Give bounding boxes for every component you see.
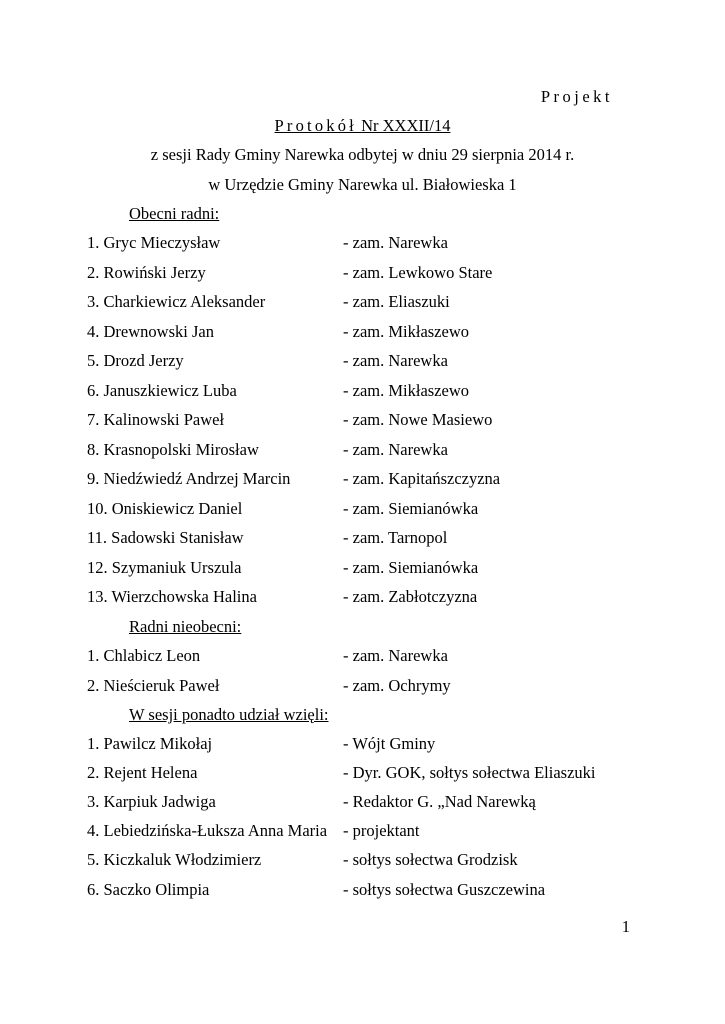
list-item	[87, 469, 667, 491]
list-item	[87, 880, 667, 902]
attendee-role: - projektant	[343, 821, 420, 840]
list-item	[87, 558, 667, 580]
list-item	[87, 263, 667, 285]
list-item	[87, 587, 667, 609]
member-name: 10. Oniskiewicz Daniel	[87, 499, 243, 518]
list-item	[87, 292, 667, 314]
page-number: 1	[621, 917, 630, 936]
session-line: z sesji Rady Gminy Narewka odbytej w dniu 29 sierpnia 2014 r.	[150, 145, 575, 164]
absent-heading: Radni nieobecni:	[129, 617, 242, 636]
attendee-role: - sołtys sołectwa Guszczewina	[343, 880, 546, 899]
document-title	[0, 116, 725, 136]
attendee-name: 1. Pawilcz Mikołaj	[87, 734, 213, 753]
member-place: - zam. Kapitańszczyzna	[343, 469, 501, 488]
title-prefix: Protokół	[274, 116, 357, 135]
member-name: 11. Sadowski Stanisław	[87, 528, 244, 547]
list-item	[87, 233, 667, 255]
list-item	[87, 322, 667, 344]
member-name: 4. Drewnowski Jan	[87, 322, 214, 341]
member-name: 5. Drozd Jerzy	[87, 351, 184, 370]
member-place: - zam. Narewka	[343, 646, 448, 665]
list-item	[87, 792, 667, 814]
member-place: - zam. Siemianówka	[343, 558, 479, 577]
member-place: - zam. Zabłotczyzna	[343, 587, 478, 606]
attendee-role: - Redaktor G. „Nad Narewką	[343, 792, 536, 811]
list-item	[87, 351, 667, 373]
member-place: - zam. Siemianówka	[343, 499, 479, 518]
list-item	[87, 821, 667, 843]
member-name: 2. Nieścieruk Paweł	[87, 676, 220, 695]
attendee-name: 6. Saczko Olimpia	[87, 880, 210, 899]
attendee-name: 5. Kiczkaluk Włodzimierz	[87, 850, 262, 869]
list-item	[87, 734, 667, 756]
member-name: 9. Niedźwiedź Andrzej Marcin	[87, 469, 291, 488]
list-item	[87, 499, 667, 521]
member-place: - zam. Lewkowo Stare	[343, 263, 493, 282]
member-name: 13. Wierzchowska Halina	[87, 587, 257, 606]
list-item	[87, 646, 667, 668]
list-item	[87, 410, 667, 432]
attendee-name: 3. Karpiuk Jadwiga	[87, 792, 216, 811]
attendee-role: - sołtys sołectwa Grodzisk	[343, 850, 518, 869]
attendee-role: - Wójt Gminy	[343, 734, 436, 753]
member-name: 3. Charkiewicz Aleksander	[87, 292, 266, 311]
member-place: - zam. Mikłaszewo	[343, 381, 469, 400]
member-place: - zam. Narewka	[343, 440, 448, 459]
member-name: 2. Rowiński Jerzy	[87, 263, 206, 282]
member-name: 7. Kalinowski Paweł	[87, 410, 225, 429]
member-place: - zam. Ochrymy	[343, 676, 451, 695]
list-item	[87, 676, 667, 698]
projekt-label: Projekt	[540, 87, 613, 106]
member-name: 8. Krasnopolski Mirosław	[87, 440, 259, 459]
member-name: 6. Januszkiewicz Luba	[87, 381, 237, 400]
member-place: - zam. Narewka	[343, 233, 448, 252]
member-name: 1. Chlabicz Leon	[87, 646, 201, 665]
attendee-role: - Dyr. GOK, sołtys sołectwa Eliaszuki	[343, 763, 596, 782]
member-place: - zam. Tarnopol	[343, 528, 448, 547]
others-heading: W sesji ponadto udział wzięli:	[129, 705, 329, 724]
attendee-name: 4. Lebiedzińska-Łuksza Anna Maria	[87, 821, 328, 840]
attendee-name: 2. Rejent Helena	[87, 763, 198, 782]
member-place: - zam. Narewka	[343, 351, 448, 370]
member-place: - zam. Mikłaszewo	[343, 322, 469, 341]
list-item	[87, 763, 667, 785]
title-number: Nr XXXII/14	[361, 116, 451, 135]
present-heading: Obecni radni:	[129, 204, 220, 223]
list-item	[87, 528, 667, 550]
member-place: - zam. Eliaszuki	[343, 292, 450, 311]
location-line: w Urzędzie Gminy Narewka ul. Białowieska 1	[208, 175, 517, 194]
member-place: - zam. Nowe Masiewo	[343, 410, 493, 429]
list-item	[87, 440, 667, 462]
list-item	[87, 381, 667, 403]
list-item	[87, 850, 667, 872]
member-name: 12. Szymaniuk Urszula	[87, 558, 242, 577]
member-name: 1. Gryc Mieczysław	[87, 233, 221, 252]
